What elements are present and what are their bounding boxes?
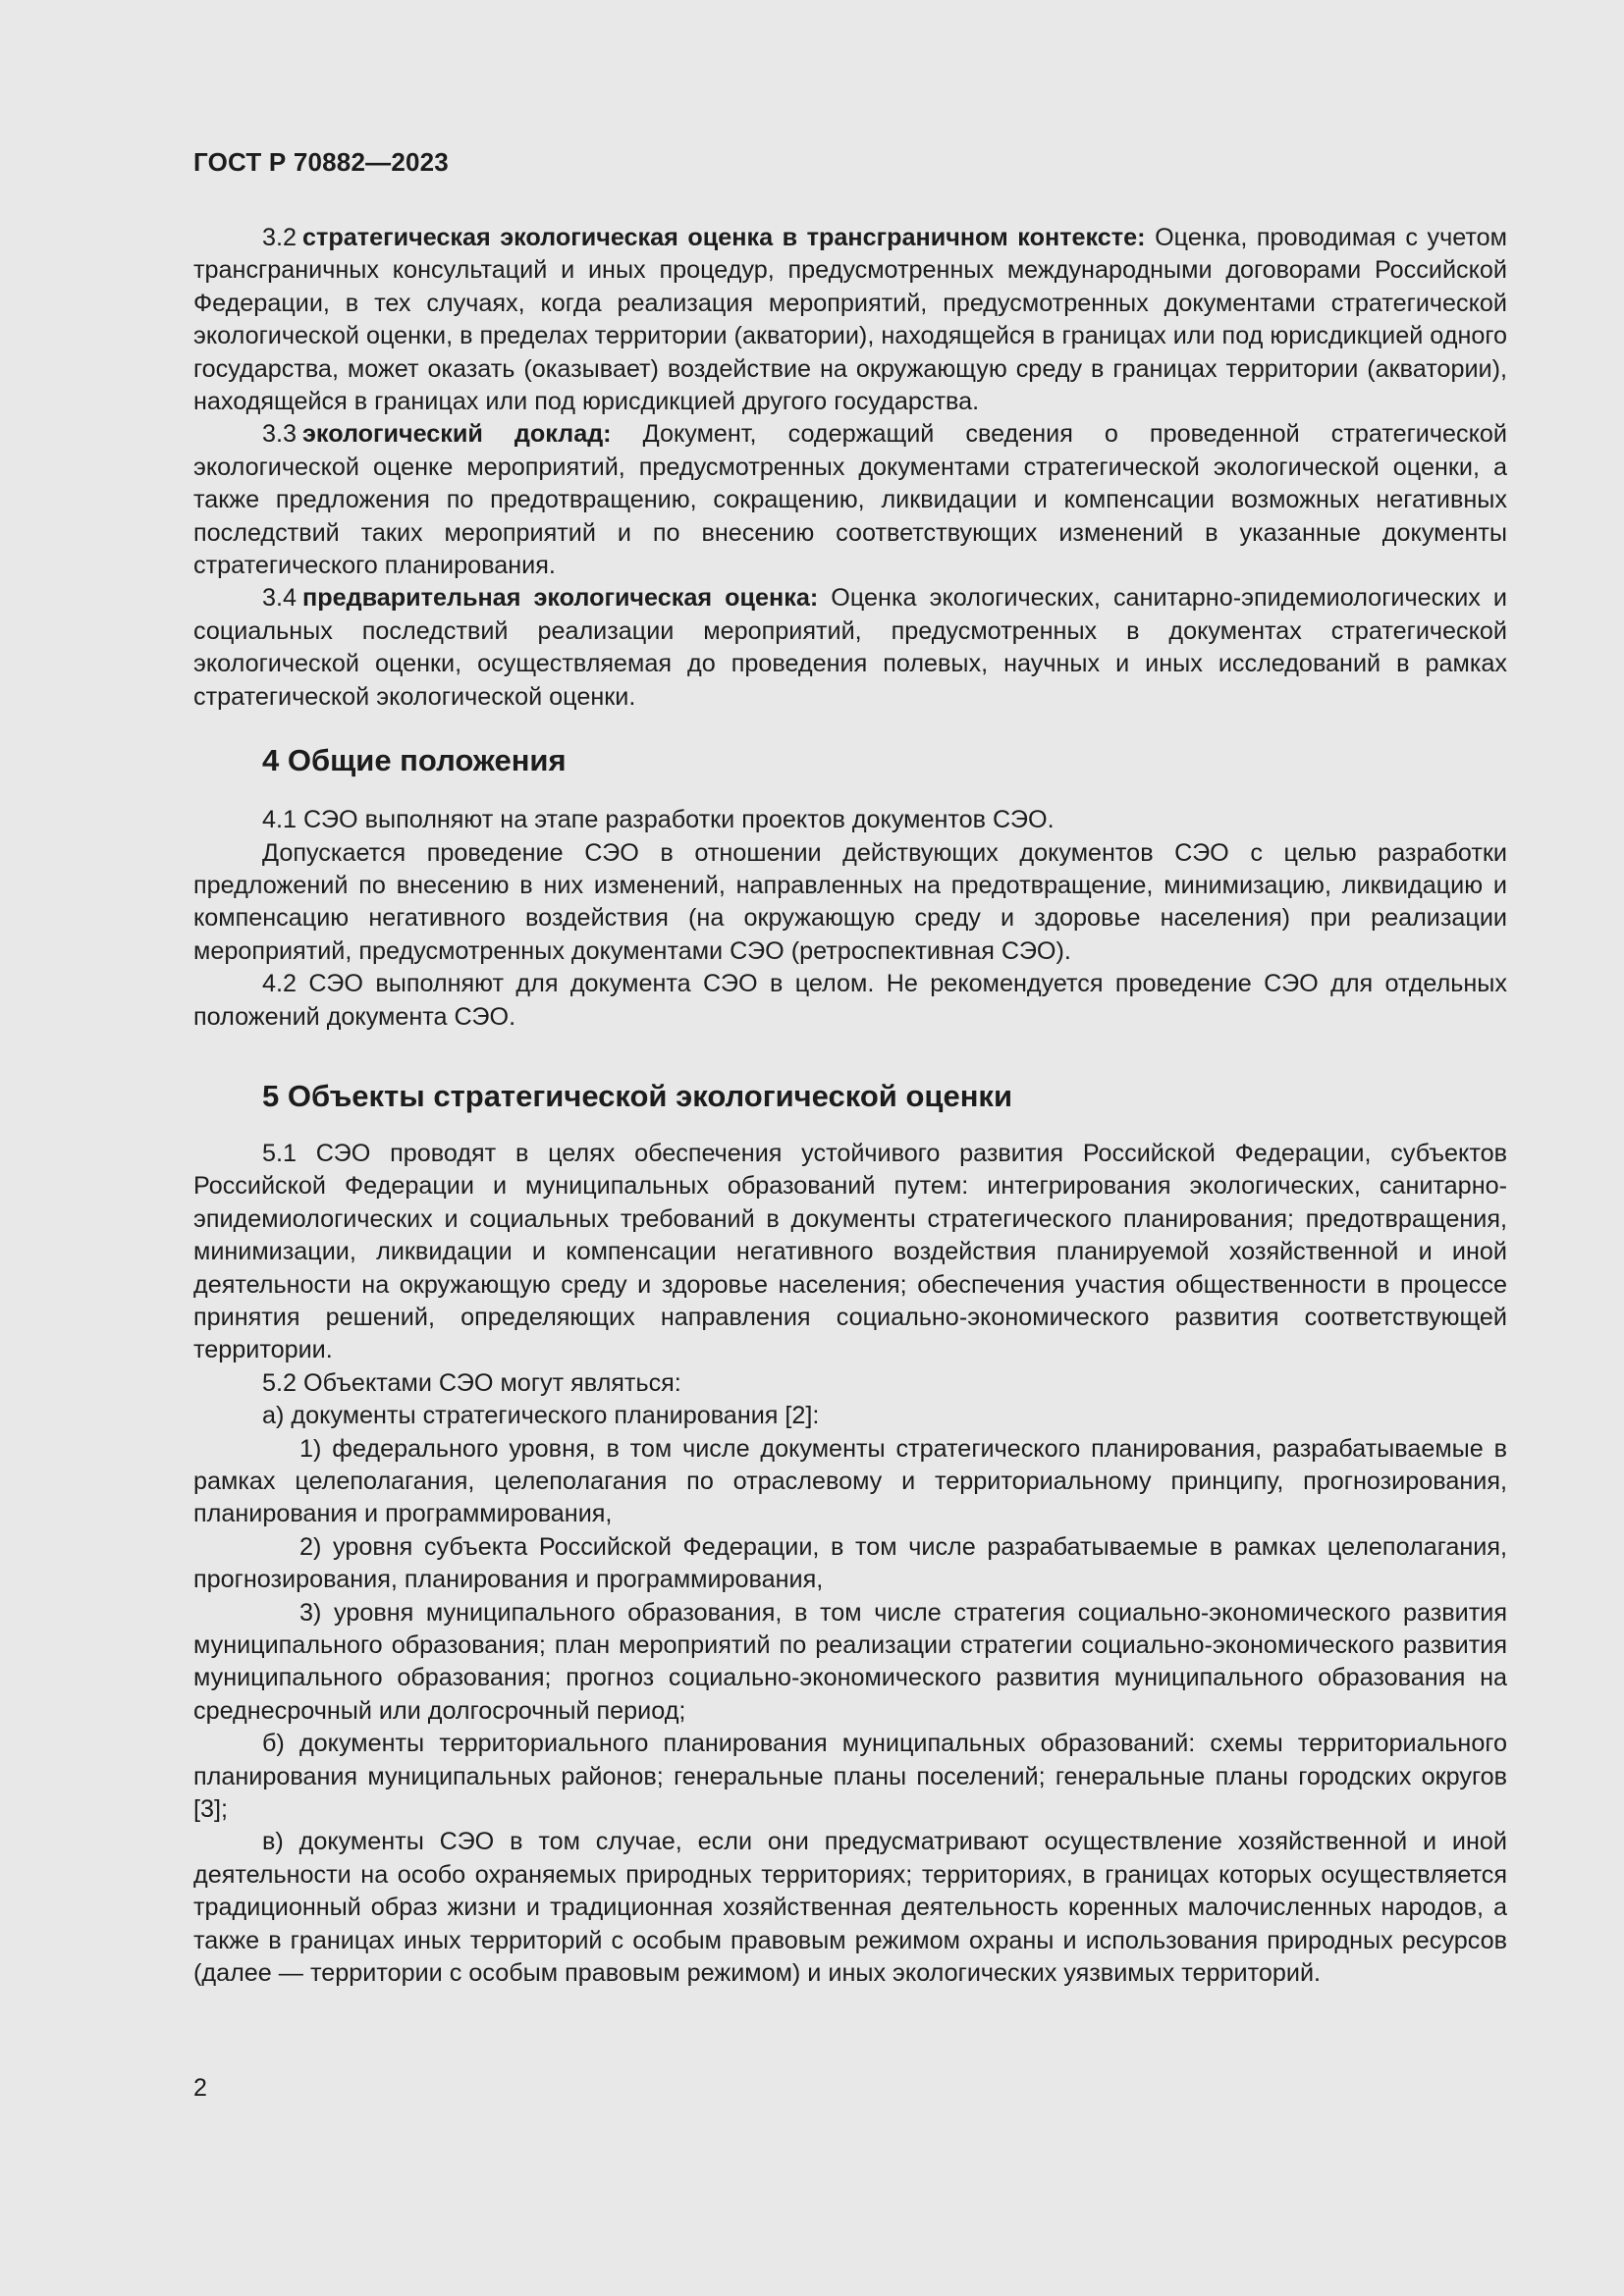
clause-5-1: 5.1 СЭО проводят в целях обеспечения устойчивого развития Российской Федерации, субъектов Российской Федерации и муниципальных образований путем: интегрирования экологических, санитарно-эпидемиологических и социальных требований в документы стратегического планирования; предотвращения, минимизации, ликвидации и компенсации негативного воздействия планируемой хозяйственной и иной деятельности на окружающую среду и здоровье населения; обеспечения участия общественности в процессе принятия решений, определяющих направления социально-экономического развития соответствующей территории. bbox=[193, 1139, 1507, 1364]
clause-number: 3.2 bbox=[262, 224, 298, 251]
term-definition-title: стратегическая экологическая оценка в трансграничном контексте: bbox=[302, 224, 1146, 251]
clause-4-1-paragraph: Допускается проведение СЭО в отношении действующих документов СЭО с целью разработки предложений по внесению в них изменений, направленных на предотвращение, минимизацию, ликвидацию и компенсацию негативного воздействия (на окружающую среду и здоровье населения) при реализации мероприятий, предусмотренных документами СЭО (ретроспективная СЭО). bbox=[193, 838, 1507, 965]
standard-id-header: ГОСТ Р 70882—2023 bbox=[193, 147, 449, 177]
term-definition-title: предварительная экологическая оценка: bbox=[302, 584, 819, 613]
section-heading-4: 4 Общие положения bbox=[262, 743, 567, 778]
term-definition-text: Оценка, проводимая с учетом трансграничных консультаций и иных процедур, предусмотренных международными договорами Российской Федерации, в тех случаях, когда реализация мероприятий, предусмотренных документами стратегической экологической оценки, в пределах территории (акватории), находящейся в границах или под юрисдикцией одного государства, может оказать (оказывает) воздействие на окружающую среду в границах территории (акватории), находящейся в границах или под юрисдикцией другого государства. bbox=[193, 224, 1507, 416]
clause-number: 3.4 bbox=[262, 584, 298, 613]
term-definition-title: экологический доклад: bbox=[302, 420, 612, 449]
list-item-a: а) документы стратегического планирования [2]: bbox=[262, 1402, 820, 1430]
clause-4-1: 4.1 СЭО выполняют на этапе разработки проектов документов СЭО. bbox=[262, 806, 1055, 834]
list-item-v: в) документы СЭО в том случае, если они предусматривают осуществление хозяйственной и иной деятельности на особо охраняемых природных территориях; территориях, в границах которых осуществляется традиционный образ жизни и традиционная хозяйственная деятельность коренных малочисленных народов, а также в границах иных территорий с особым правовым режимом охраны и использования природных ресурсов (далее — территории с особым правовым режимом) и иных экологических уязвимых территорий. bbox=[193, 1828, 1507, 1988]
clause-4-2: 4.2 СЭО выполняют для документа СЭО в целом. Не рекомендуется проведение СЭО для отдельных положений документа СЭО. bbox=[193, 970, 1507, 1031]
section-heading-5: 5 Объекты стратегической экологической оценки bbox=[262, 1078, 1012, 1113]
list-item-a-2: 2) уровня субъекта Российской Федерации, в том числе разрабатываемые в рамках целеполагания, прогнозирования, планирования и программирования, bbox=[193, 1532, 1507, 1594]
clause-number: 3.3 bbox=[262, 420, 298, 449]
list-item-b: б) документы территориального планирования муниципальных образований: схемы территориального планирования муниципальных районов; генеральные планы поселений; генеральные планы городских округов [3]; bbox=[193, 1730, 1507, 1824]
clause-3-3 bbox=[193, 418, 1507, 582]
term-definition-text: Оценка экологических, санитарно-эпидемиологических и социальных последствий реализации мероприятий, предусмотренных в документах стратегической экологической оценки, осуществляемая до проведения полевых, научных и иных исследований в рамках стратегической экологической оценки. bbox=[193, 584, 1507, 711]
clause-5-2: 5.2 Объектами СЭО могут являться: bbox=[262, 1368, 681, 1397]
document-body bbox=[193, 222, 1507, 1991]
term-definition-text: Документ, содержащий сведения о проведенной стратегической экологической оценке мероприятий, предусмотренных документами стратегической экологической оценки, а также предложения по предотвращению, сокращению, ликвидации и компенсации возможных негативных последствий таких мероприятий и по внесению соответствующих изменений в указанные документы стратегического планирования. bbox=[193, 420, 1507, 580]
list-item-a-3: 3) уровня муниципального образования, в том числе стратегия социально-экономического развития муниципального образования; план мероприятий по реализации стратегии социально-экономического развития муниципального образования; прогноз социально-экономического развития муниципального образования на среднесрочный или долгосрочный период; bbox=[193, 1598, 1507, 1725]
clause-3-2 bbox=[193, 222, 1507, 418]
page-number: 2 bbox=[193, 2074, 207, 2102]
clause-3-4 bbox=[193, 582, 1507, 714]
list-item-a-1: 1) федерального уровня, в том числе документы стратегического планирования, разрабатываемые в рамках целеполагания, целеполагания по отраслевому и территориальному принципу, прогнозирования, планирования и программирования, bbox=[193, 1434, 1507, 1528]
